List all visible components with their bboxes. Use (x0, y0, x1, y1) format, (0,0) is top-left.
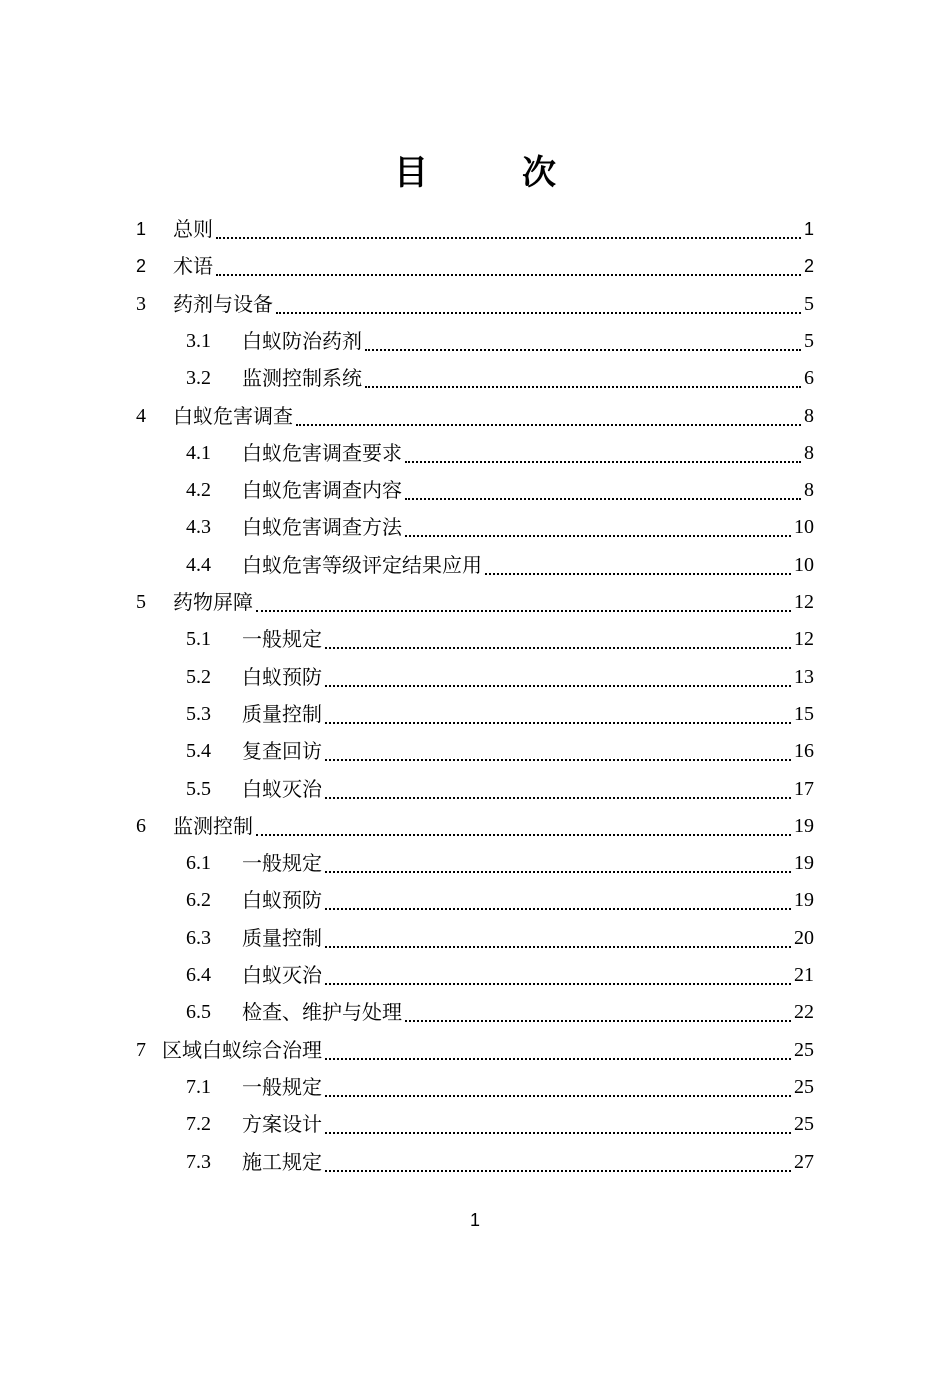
toc-entry-label: 白蚁预防 (242, 888, 322, 913)
toc-entry[interactable] (186, 882, 814, 919)
toc-entry[interactable] (186, 994, 814, 1031)
toc-entry-page: 19 (794, 889, 814, 912)
toc-leader-dots (325, 659, 791, 696)
toc-entry[interactable] (186, 509, 814, 546)
toc-entry-number: 7.3 (186, 1150, 211, 1173)
toc-entry-page: 1 (803, 219, 814, 239)
toc-entry-number: 7 (136, 1038, 146, 1061)
toc-entry-label: 药物屏障 (173, 590, 253, 614)
toc-leader-dots (405, 509, 791, 546)
toc-entry-label: 一般规定 (242, 851, 322, 876)
toc-leader-dots (325, 1032, 791, 1069)
toc-leader-dots (256, 584, 791, 621)
toc-entry-page: 10 (794, 553, 814, 576)
toc-leader-dots (325, 621, 791, 658)
toc-entry[interactable] (186, 733, 814, 770)
toc-entry-number: 7.1 (186, 1075, 211, 1098)
toc-entry-page: 12 (794, 628, 814, 651)
page-title: 目 次 (394, 153, 586, 193)
toc-leader-dots (365, 360, 801, 397)
toc-entry-label: 区域白蚁综合治理 (162, 1037, 322, 1062)
toc-leader-dots (325, 771, 791, 808)
toc-entry-page: 8 (804, 404, 814, 427)
toc-entry-page: 19 (794, 852, 814, 875)
toc-entry-page: 5 (804, 292, 814, 315)
toc-entry-label: 白蚁危害调查方法 (242, 515, 402, 540)
toc-leader-dots (405, 472, 801, 509)
toc-entry-number: 6 (136, 814, 146, 837)
toc-entry-number: 6.2 (186, 889, 211, 912)
toc-entry[interactable] (136, 584, 814, 621)
toc-entry[interactable] (136, 211, 814, 248)
toc-entry-page: 8 (804, 479, 814, 502)
toc-entry[interactable] (136, 286, 814, 323)
toc-entry[interactable] (186, 435, 814, 472)
toc-entry[interactable] (186, 845, 814, 882)
toc-leader-dots (325, 1144, 791, 1181)
toc-leader-dots (485, 547, 791, 584)
toc-entry-label: 白蚁危害调查 (173, 403, 293, 428)
toc-entry-page: 6 (804, 367, 814, 390)
toc-entry-label: 术语 (173, 254, 213, 279)
toc-entry-label: 白蚁预防 (242, 664, 322, 689)
toc-entry-number: 6.4 (186, 964, 211, 986)
toc-leader-dots (405, 435, 801, 472)
toc-leader-dots (276, 286, 801, 323)
toc-leader-dots (365, 323, 801, 360)
toc-entry[interactable] (186, 547, 814, 584)
toc-entry[interactable] (136, 248, 814, 285)
toc-leader-dots (216, 248, 801, 285)
toc-entry-page: 5 (804, 329, 814, 352)
toc-entry-label: 白蚁灭治 (242, 963, 322, 987)
toc-entry-number: 2 (136, 256, 147, 277)
toc-entry-page: 17 (794, 777, 814, 800)
toc-entry-number: 3 (136, 292, 146, 315)
toc-entry[interactable] (186, 696, 814, 733)
page-number: 1 (469, 1210, 480, 1230)
toc-entry-label: 监测控制系统 (242, 366, 362, 391)
toc-entry-number: 5 (136, 591, 146, 613)
toc-entry-label: 药剂与设备 (173, 291, 273, 316)
toc-entry-page: 2 (803, 256, 814, 277)
toc-entry-number: 6.3 (186, 926, 211, 949)
toc-entry-number: 4.1 (186, 441, 211, 464)
toc-entry-page: 16 (794, 740, 814, 763)
toc-entry[interactable] (186, 659, 814, 696)
toc-entry-label: 一般规定 (242, 1074, 322, 1099)
toc-leader-dots (325, 696, 791, 733)
toc-entry-label: 白蚁灭治 (242, 776, 322, 801)
toc-entry-page: 21 (794, 964, 814, 986)
toc-entry[interactable] (186, 360, 814, 397)
toc-entry-number: 1 (136, 219, 147, 239)
toc-entry[interactable] (186, 771, 814, 808)
toc-entry[interactable] (186, 957, 814, 994)
toc-entry-label: 白蚁危害等级评定结果应用 (242, 552, 482, 577)
toc-leader-dots (325, 957, 791, 994)
toc-entry-page: 15 (794, 702, 814, 725)
toc-entry-page: 19 (794, 814, 814, 837)
toc-leader-dots (325, 1069, 791, 1106)
toc-entry-number: 5.1 (186, 628, 211, 651)
toc-entry-label: 白蚁危害调查内容 (242, 478, 402, 503)
toc-entry-number: 4.2 (186, 479, 211, 502)
toc-entry-label: 白蚁危害调查要求 (242, 440, 402, 465)
toc-entry-label: 复查回访 (242, 739, 322, 764)
toc-entry[interactable] (136, 398, 814, 435)
toc-entry-page: 12 (794, 591, 814, 613)
toc-entry[interactable] (186, 323, 814, 360)
toc-entry[interactable] (186, 1144, 814, 1181)
toc-entry-number: 5.4 (186, 740, 211, 763)
toc-leader-dots (216, 211, 801, 248)
toc-entry-number: 3.1 (186, 329, 211, 352)
toc-entry-page: 8 (804, 441, 814, 464)
toc-leader-dots (325, 920, 791, 957)
toc-leader-dots (325, 733, 791, 770)
toc-entry-label: 监测控制 (173, 813, 253, 838)
toc-entry-page: 10 (794, 516, 814, 539)
toc-entry-number: 5.5 (186, 777, 211, 800)
toc-entry[interactable] (186, 920, 814, 957)
toc-entry-label: 质量控制 (242, 925, 322, 950)
toc-entry[interactable] (186, 1106, 814, 1143)
toc-entry-label: 总则 (173, 217, 213, 241)
toc-entry-label: 一般规定 (242, 627, 322, 652)
toc-leader-dots (256, 808, 791, 845)
toc-entry-number: 6.5 (186, 1001, 211, 1024)
toc-entry-label: 方案设计 (242, 1112, 322, 1137)
toc-entry[interactable] (186, 472, 814, 509)
toc-leader-dots (325, 1106, 791, 1143)
toc-entry-page: 27 (794, 1150, 814, 1173)
toc-entry-page: 13 (794, 665, 814, 688)
toc-entry-number: 4.3 (186, 516, 211, 539)
toc-entry-page: 25 (794, 1038, 814, 1061)
toc-entry-label: 质量控制 (242, 701, 322, 726)
toc-entry-page: 22 (794, 1001, 814, 1024)
toc-entry-label: 白蚁防治药剂 (242, 328, 362, 353)
toc-entry[interactable] (136, 1032, 814, 1069)
toc-entry[interactable] (186, 1069, 814, 1106)
toc-leader-dots (405, 994, 791, 1031)
toc-entry-number: 6.1 (186, 852, 211, 875)
toc-entry-number: 5.2 (186, 665, 211, 688)
toc-entry-page: 25 (794, 1075, 814, 1098)
toc-entry-page: 25 (794, 1113, 814, 1136)
toc-entry-number: 4 (136, 404, 146, 427)
toc-entry-number: 3.2 (186, 367, 211, 390)
toc-entry-number: 7.2 (186, 1113, 211, 1136)
toc-leader-dots (296, 398, 801, 435)
toc-entry-label: 施工规定 (242, 1149, 322, 1174)
toc-leader-dots (325, 845, 791, 882)
toc-entry[interactable] (136, 808, 814, 845)
toc-entry[interactable] (186, 621, 814, 658)
toc-leader-dots (325, 882, 791, 919)
toc-entry-number: 4.4 (186, 553, 211, 576)
toc-entry-label: 检查、维护与处理 (242, 1000, 402, 1025)
toc-entry-page: 20 (794, 926, 814, 949)
toc-entry-number: 5.3 (186, 702, 211, 725)
